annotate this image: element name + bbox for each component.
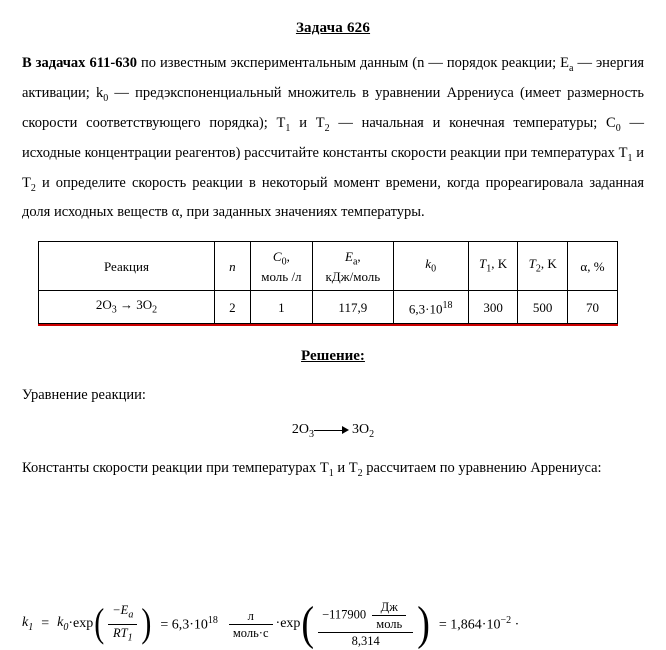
data-table bbox=[38, 241, 618, 324]
formula-frac1-bar bbox=[108, 624, 137, 625]
formula-equals-1: = bbox=[41, 616, 50, 631]
formula-equals-2: = $6,3\cdot 10^{18}$ bbox=[160, 614, 218, 633]
document-page bbox=[0, 20, 666, 650]
th-n bbox=[214, 242, 250, 291]
formula-k0: $k_0$ bbox=[57, 615, 69, 633]
formula-frac2-unit-num: Дж bbox=[380, 600, 398, 614]
arrhenius-formula bbox=[22, 597, 520, 650]
th-n-label: n bbox=[229, 258, 236, 274]
cell-reaction bbox=[39, 291, 215, 324]
formula-frac1-den: $RT_1$ bbox=[112, 625, 133, 643]
reaction-equation-reactant: $2O_3$ bbox=[291, 422, 314, 441]
th-reaction: Реакция bbox=[39, 242, 215, 291]
cell-c0: 1 bbox=[250, 291, 312, 324]
formula-k1: $k_1$ bbox=[22, 615, 34, 633]
cell-t2: 500 bbox=[518, 291, 568, 324]
th-c0-line1: $C_0$, bbox=[272, 248, 290, 268]
formula-unit-bar bbox=[229, 624, 273, 625]
formula-fraction-ea-rt1 bbox=[108, 603, 137, 645]
reaction-equation bbox=[0, 422, 666, 440]
cell-k0 bbox=[393, 291, 468, 324]
formula-paren-close-1: ) bbox=[141, 601, 152, 646]
long-arrow-icon bbox=[314, 425, 352, 435]
th-c0-line2: моль /л bbox=[261, 269, 302, 285]
table-header-row bbox=[39, 242, 618, 291]
formula-fraction-numeric bbox=[318, 600, 413, 648]
formula-frac2-den bbox=[348, 634, 384, 648]
formula-frac2-bar bbox=[318, 632, 413, 633]
red-underline-divider bbox=[38, 324, 618, 326]
th-ea bbox=[313, 242, 394, 291]
formula-paren-open-1: ( bbox=[94, 601, 105, 646]
data-table-container bbox=[38, 241, 618, 324]
formula-frac2-unit-den: моль bbox=[376, 617, 403, 631]
formula-frac2-num bbox=[318, 600, 413, 631]
formula-paren-open-2: ( bbox=[301, 597, 315, 650]
constants-paragraph: Константы скорости реакции при температурах $T_1$ и $T_2$ рассчитаем по уравнению Аррениуса: bbox=[22, 460, 602, 480]
cell-n: 2 bbox=[214, 291, 250, 324]
formula-frac2-value: −117900 bbox=[322, 607, 367, 622]
problem-statement bbox=[22, 51, 644, 225]
formula-gas-constant: 8,314 bbox=[351, 634, 380, 648]
formula-result-exponent: −2 bbox=[500, 614, 512, 626]
solution-heading: Решение: bbox=[301, 348, 365, 365]
th-ea-line2: кДж/моль bbox=[325, 269, 381, 285]
cell-ea: 117,9 bbox=[313, 291, 394, 324]
problem-range-label: В задачах 611-630 bbox=[22, 55, 137, 71]
formula-frac2-unit-bar bbox=[372, 615, 406, 616]
formula-frac1-num: $-E_а$ bbox=[112, 603, 134, 621]
formula-result: = $1,864\cdot 10^{-2}$ · bbox=[438, 614, 520, 633]
formula-unit-fraction bbox=[229, 609, 273, 640]
formula-frac2-unit bbox=[372, 600, 406, 631]
formula-exponent-18: 18 bbox=[207, 614, 218, 626]
reaction-equation-product: $3O_2$ bbox=[352, 422, 375, 441]
th-t2: $T_2$, K bbox=[518, 242, 568, 291]
formula-unit-num: л bbox=[247, 608, 254, 623]
problem-body-text: по известным экспериментальным данным (n — порядок реакции; $E_а$ — энергия активации; $k_0$ — предэкспоненциальный множитель в уравнении Аррениуса (имеет размерность скорости соответствующего порядка); $T_1$ и $T_2$ — начальная и конечная температуры; $C_0$ — исходные концентрации реагентов) рассчитайте константы скорости реакции при температурах $T_1$ и $T_2$ и определите скорость реакции в некоторый момент времени, когда прореагировала заданная доля исходных веществ α, при заданных значениях температуры. bbox=[22, 55, 645, 221]
page-title: Задача 626 bbox=[295, 20, 371, 36]
formula-exp-2: exp bbox=[280, 616, 301, 631]
formula-unit-den: моль·с bbox=[232, 625, 269, 640]
th-k0: $k_0$ bbox=[393, 242, 468, 291]
table-row bbox=[39, 291, 618, 324]
formula-paren-close-2: ) bbox=[417, 597, 430, 650]
th-alpha: α, % bbox=[567, 242, 617, 291]
th-c0 bbox=[250, 242, 312, 291]
reaction-equation-label: Уравнение реакции: bbox=[22, 387, 146, 404]
formula-dot-2: · bbox=[275, 616, 281, 631]
th-t1: $T_1$, K bbox=[468, 242, 518, 291]
cell-t1: 300 bbox=[468, 291, 518, 324]
cell-k0-mantissa: 6,3·10 bbox=[408, 301, 443, 317]
cell-alpha: 70 bbox=[567, 291, 617, 324]
formula-exp-1: exp bbox=[73, 616, 94, 631]
th-ea-line1: $E_а$, bbox=[344, 248, 361, 268]
cell-k0-exponent: 18 bbox=[442, 300, 453, 312]
cell-reaction-text: $2O_3 \to 3O_2$ bbox=[95, 297, 158, 316]
formula-dot-1: · bbox=[68, 616, 74, 631]
